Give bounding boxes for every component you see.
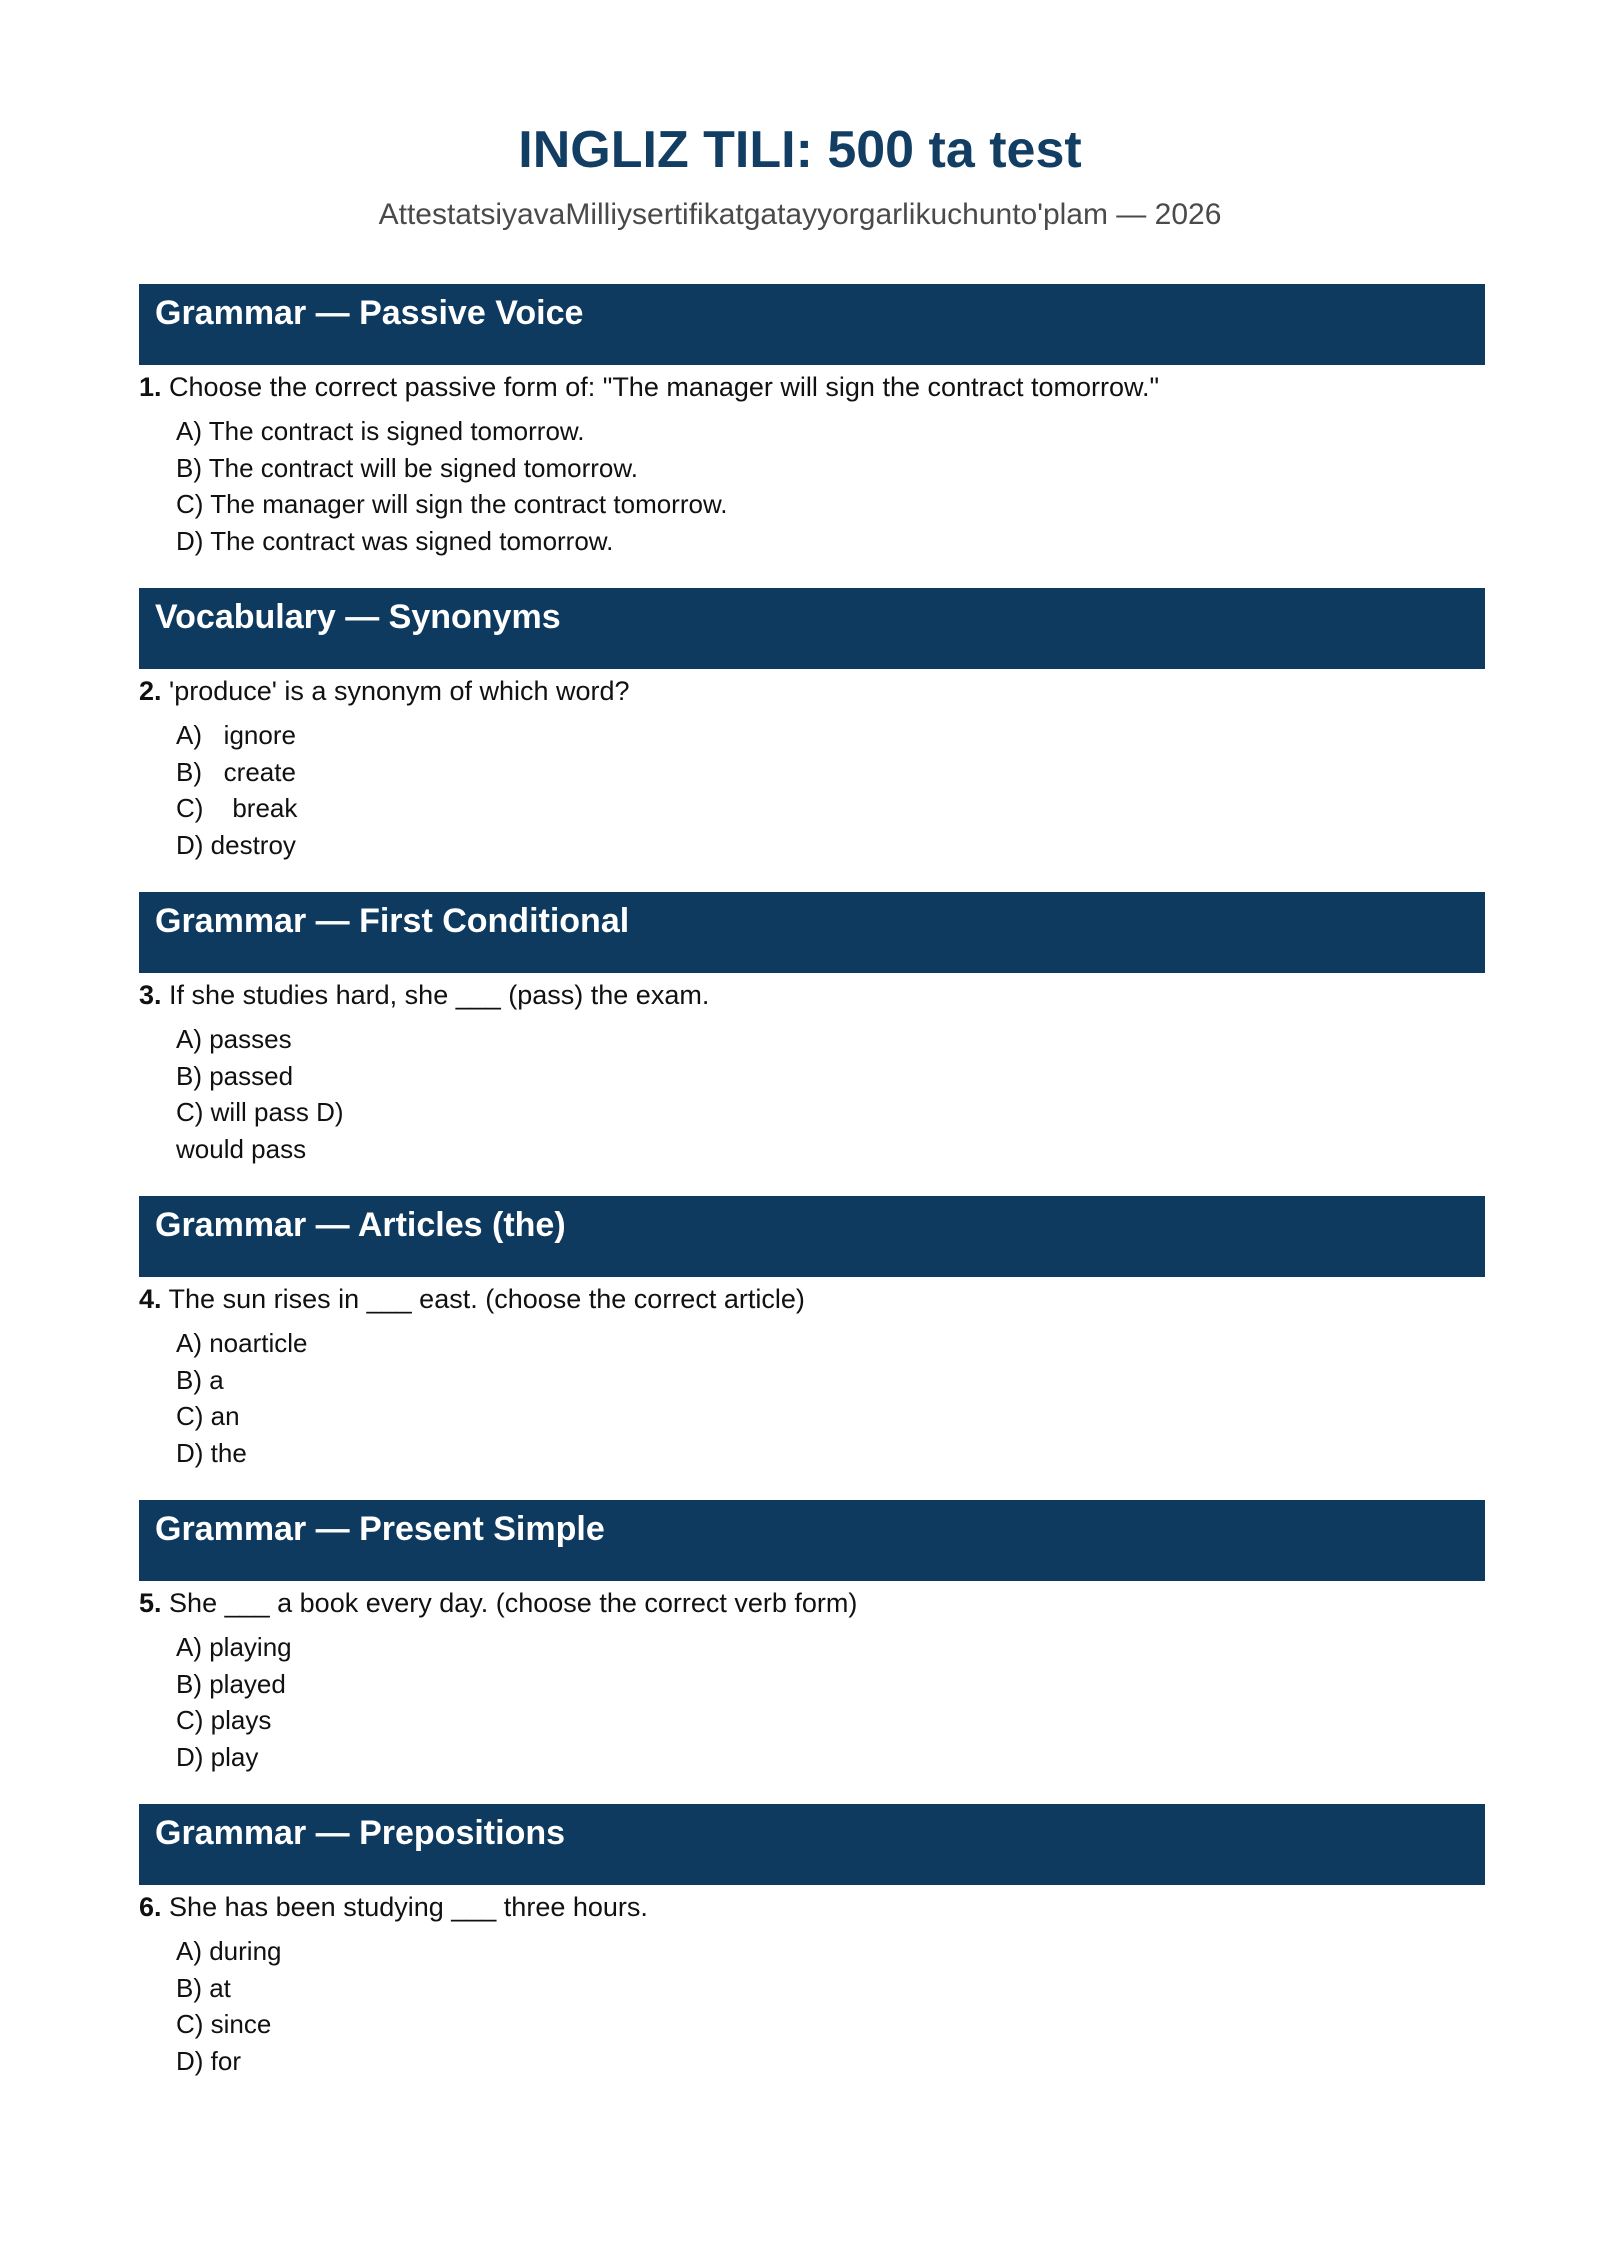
option-a: A) passes — [176, 1024, 292, 1054]
question-number: 4. — [139, 1284, 162, 1314]
section-present-simple — [139, 1500, 1485, 1775]
section-heading: Grammar — Passive Voice — [139, 284, 1485, 365]
section-heading: Vocabulary — Synonyms — [139, 588, 1485, 669]
option-b: B) a — [176, 1364, 224, 1395]
answer-options — [176, 1629, 1485, 1775]
page-title: INGLIZ TILI: 500 ta test — [518, 121, 1082, 179]
answer-options — [176, 1325, 1485, 1471]
option-c: C) since — [176, 2009, 272, 2039]
section-synonyms — [139, 588, 1485, 863]
question-body: She ___ a book every day. (choose the correct verb form) — [169, 1588, 858, 1618]
option-c: C) an — [176, 1401, 240, 1431]
question-body: If she studies hard, she ___ (pass) the exam. — [169, 980, 710, 1010]
question-body: The sun rises in ___ east. (choose the correct article) — [168, 1284, 805, 1314]
option-d: D) The contract was signed tomorrow. — [176, 525, 614, 556]
option-a: A) noarticle — [176, 1328, 308, 1358]
option-d: D) destroy — [176, 829, 296, 860]
option-a: A) playing — [176, 1632, 292, 1662]
section-first-conditional — [139, 892, 1485, 1167]
question-text — [139, 1585, 1485, 1621]
answer-options — [176, 1021, 1485, 1167]
question-number: 2. — [139, 676, 162, 706]
option-a: A) The contract is signed tomorrow. — [176, 416, 585, 446]
answer-options — [176, 1933, 1485, 2079]
option-d: would pass — [176, 1133, 307, 1164]
question-number: 3. — [139, 980, 162, 1010]
question-body: 'produce' is a synonym of which word? — [169, 676, 630, 706]
question-text — [139, 369, 1485, 405]
option-c: C) The manager will sign the contract tomorrow. — [176, 489, 728, 519]
section-heading: Grammar — Articles (the) — [139, 1196, 1485, 1277]
option-b: B) create — [176, 756, 296, 787]
section-heading: Grammar — Prepositions — [139, 1804, 1485, 1885]
option-d: D) play — [176, 1741, 259, 1772]
section-passive-voice — [139, 284, 1485, 559]
option-d: D) for — [176, 2045, 241, 2076]
option-c: C) plays — [176, 1705, 272, 1735]
option-b: B) played — [176, 1668, 286, 1699]
question-text — [139, 1889, 1485, 1925]
option-a: A) during — [176, 1936, 282, 1966]
option-b: B) passed — [176, 1060, 294, 1091]
question-text — [139, 1281, 1485, 1317]
question-text — [139, 673, 1485, 709]
option-c: C) will pass D) — [176, 1097, 344, 1127]
question-text — [139, 977, 1485, 1013]
section-heading: Grammar — Present Simple — [139, 1500, 1485, 1581]
option-d: D) the — [176, 1437, 247, 1468]
question-number: 6. — [139, 1892, 162, 1922]
section-articles — [139, 1196, 1485, 1471]
section-heading: Grammar — First Conditional — [139, 892, 1485, 973]
option-b: B) at — [176, 1972, 231, 2003]
section-prepositions — [139, 1804, 1485, 2079]
question-body: Choose the correct passive form of: "The manager will sign the contract tomorrow." — [169, 372, 1160, 402]
page-subtitle: AttestatsiyavaMilliysertifikatgatayyorgarlikuchunto'plam — 2026 — [378, 198, 1222, 231]
answer-options — [176, 717, 1485, 863]
question-number: 1. — [139, 372, 162, 402]
option-a: A) ignore — [176, 720, 296, 750]
option-b: B) The contract will be signed tomorrow. — [176, 452, 638, 483]
question-body: She has been studying ___ three hours. — [169, 1892, 648, 1922]
option-c: C) break — [176, 793, 298, 823]
answer-options — [176, 413, 1485, 559]
question-number: 5. — [139, 1588, 162, 1618]
